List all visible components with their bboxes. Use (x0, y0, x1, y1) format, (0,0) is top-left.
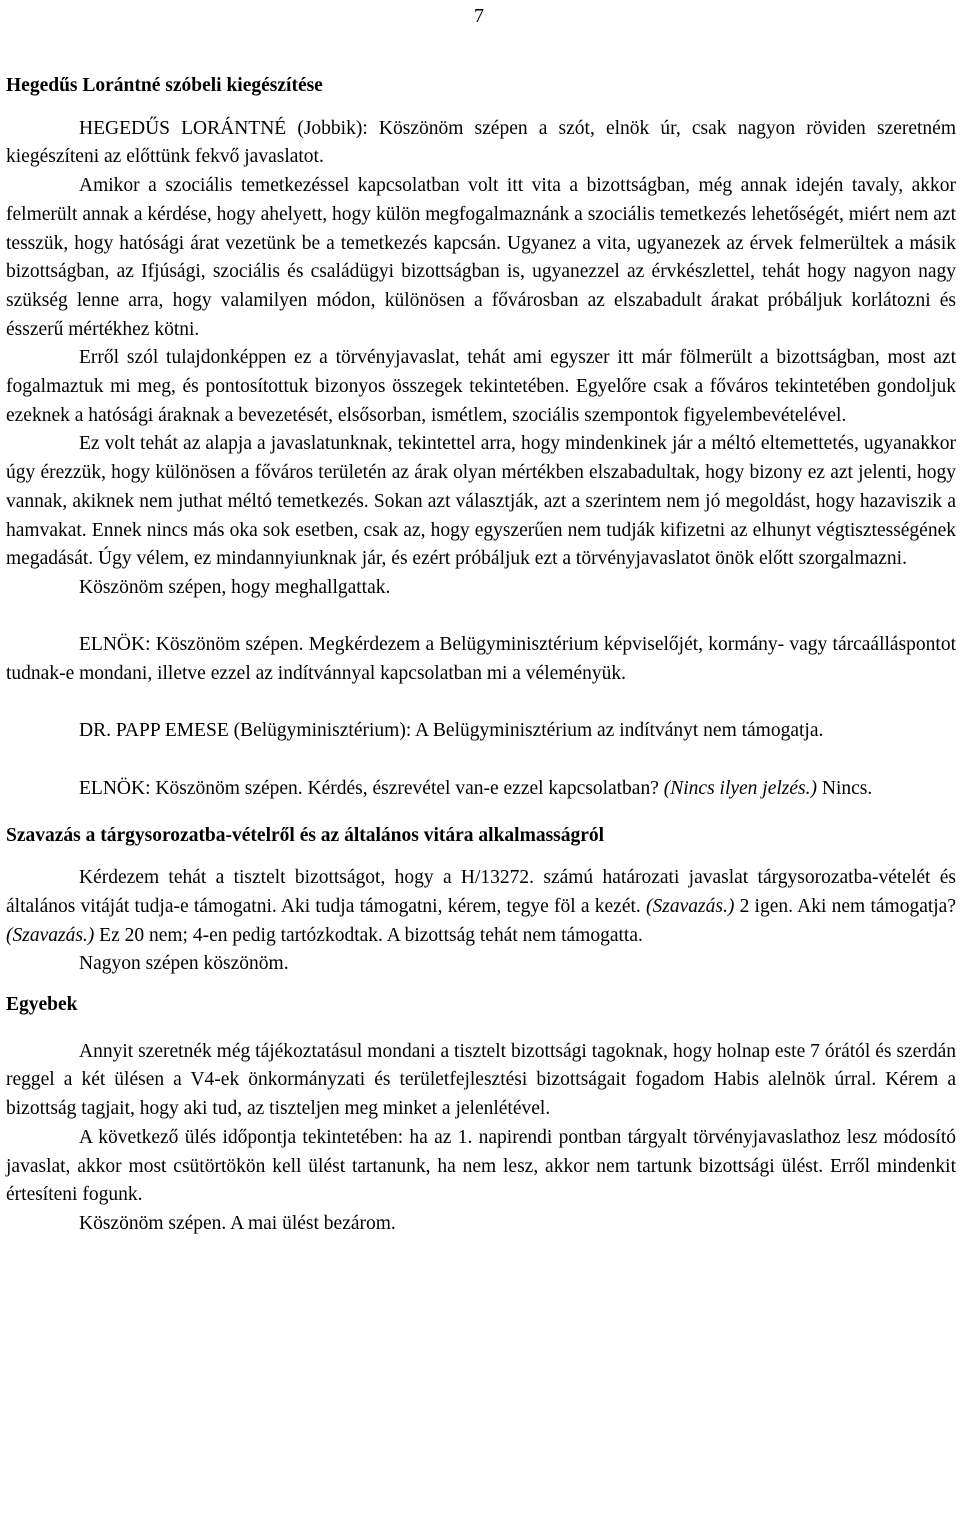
vote-text: 2 igen. Aki nem támogatja? (734, 895, 956, 917)
paragraph: Köszönöm szépen, hogy meghallgattak. (79, 576, 391, 598)
dialogue-paragraph (6, 775, 956, 804)
paragraph: Köszönöm szépen. A mai ülést bezárom. (79, 1212, 396, 1234)
section-heading-misc: Egyebek (6, 994, 78, 1016)
italic-note: (Nincs ilyen jelzés.) (663, 777, 817, 799)
page-number: 7 (474, 5, 484, 27)
paragraph: Amikor a szociális temetkezéssel kapcsolatban volt itt vita a bizottságban, még annak idején tavaly, akkor felmerült annak a kérdése, hogy ahelyett, hogy külön megfogalmaznánk a szociális temetkezés lehetőségét, miért nem azt tesszük, hogy hatósági árat vezetünk be a temetkezés kapcsán. Ugyanez a vita, ugyanezek az érvek felmerültek a másik bizottságban, az Ifjúsági, szociális és családügyi bizottságban is, ugyanezzel az érvkészlettel, tehát hogy nagyon nagy szükség lenne arra, hogy valamilyen módon, különösen a fővárosban az elszabadult árakat próbáljuk korlátozni és ésszerű mértékhez kötni. (6, 175, 956, 340)
dialogue-text: Nincs. (817, 777, 873, 799)
paragraph: HEGEDŰS LORÁNTNÉ (Jobbik): Köszönöm szépen a szót, elnök úr, csak nagyon röviden szeretném kiegészíteni az előttünk fekvő javaslatot. (6, 117, 956, 168)
dialogue-text: ELNÖK: Köszönöm szépen. Kérdés, észrevétel van-e ezzel kapcsolatban? (79, 777, 664, 799)
italic-note: (Szavazás.) (6, 924, 95, 946)
paragraph: A következő ülés időpontja tekintetében: ha az 1. napirendi pontban tárgyalt törvényjavaslathoz lesz módosító javaslat, akkor most csütörtökön kell ülést tartanunk, ha nem lesz, akkor nem tartunk bizottsági ülést. Erről mindenkit értesíteni fogunk. (6, 1126, 956, 1206)
paragraph: Ez volt tehát az alapja a javaslatunknak, tekintettel arra, hogy mindenkinek jár a méltó eltemettetés, ugyanakkor úgy érezzük, hogy különösen a főváros területén az árak olyan mértékben elszabadultak, hogy bizony ez azt jelenti, hogy vannak, akiknek nem juthat méltó temetkezés. Sokan azt választják, azt a szerintem nem jó megoldást, hogy hazaviszik a hamvakat. Ennek nincs más oka sok esetben, csak az, hogy egyszerűen nem tudják kifizetni az elhunyt végtisztességének megadását. Úgy vélem, ez mindannyiunknak jár, és ezért próbáljuk ezt a törvényjavaslatot önök előtt szorgalmazni. (6, 433, 956, 570)
closing-line: Nagyon szépen köszönöm. (79, 953, 289, 975)
paragraph: Erről szól tulajdonképpen ez a törvényjavaslat, tehát ami egyszer itt már fölmerült a bizottságban, most azt fogalmaztuk mi meg, és pontosítottuk bizonyos összegek tekintetében. Egyelőre csak a főváros tekintetében gondoljuk ezeknek a hatósági áraknak a bevezetését, elsősorban, ismétlem, szociális szempontok figyelembevételével. (6, 347, 956, 426)
section-heading-hegedus: Hegedűs Lorántné szóbeli kiegészítése (6, 75, 323, 96)
italic-note: (Szavazás.) (646, 895, 735, 917)
paragraph: Annyit szeretnék még tájékoztatásul mondani a tisztelt bizottsági tagoknak, hogy holnap este 7 órától és szerdán reggel a két ülésen a V4-ek önkormányzati és területfejlesztési bizottságait fogadom Habis alelnök úrral. Kérem a bizottság tagjait, hogy aki tud, az tiszteljen meg minket a jelenlétével. (6, 1040, 956, 1120)
dialogue-paragraph: ELNÖK: Köszönöm szépen. Megkérdezem a Belügyminisztérium képviselőjét, kormány- vagy tárcaálláspontot tudnak-e mondani, illetve ezzel az indítvánnyal kapcsolatban mi a véleményük. (6, 634, 956, 685)
dialogue-paragraph: DR. PAPP EMESE (Belügyminisztérium): A Belügyminisztérium az indítványt nem támogatja. (79, 720, 824, 742)
section-heading-vote: Szavazás a tárgysorozatba-vételről és az általános vitára alkalmasságról (6, 824, 605, 846)
document-page (6, 0, 956, 1239)
vote-text: Ez 20 nem; 4-en pedig tartózkodtak. A bizottság tehát nem támogatta. (94, 924, 643, 946)
vote-paragraph (6, 864, 956, 950)
vote-text: Kérdezem tehát a tisztelt bizottságot, hogy a H/13272. számú határozati javaslat tárgysorozatba-vételét és általános vitáját tudja-e támogatni. Aki tudja támogatni, kérem, tegye föl a kezét. (6, 867, 956, 917)
